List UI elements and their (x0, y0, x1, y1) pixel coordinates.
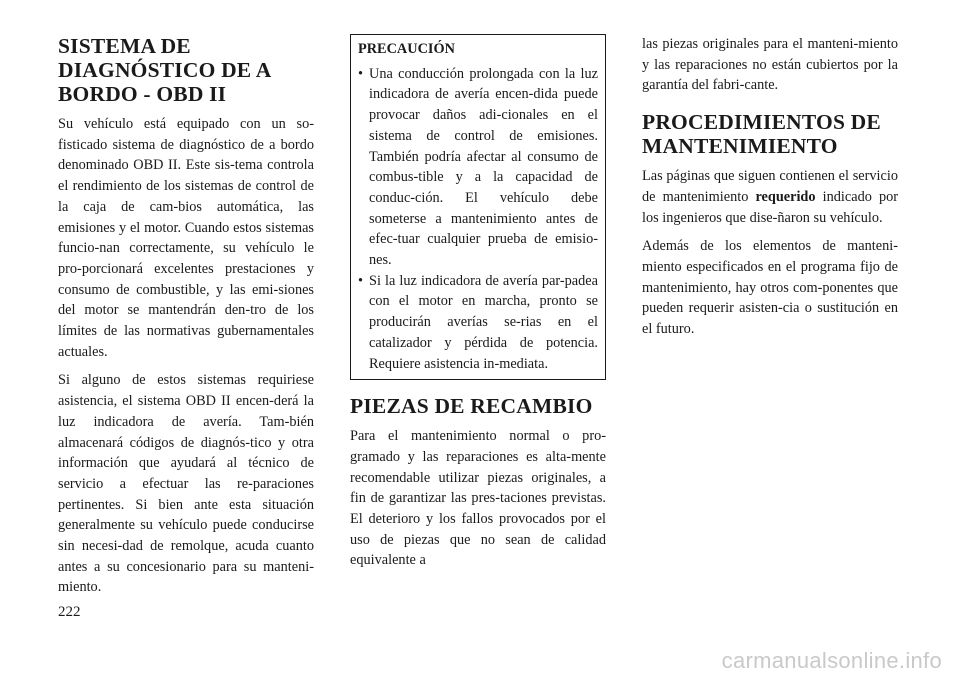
caution-item-text: Si la luz indicadora de avería par-padea con el motor en marcha, pronto se producirán averías se-rias en el catalizador y pérdida de potencia. Requiere asistencia in-mediata. (369, 272, 598, 372)
caution-list (358, 64, 598, 375)
title-line: DIAGNÓSTICO DE A (58, 58, 272, 82)
bullet-icon: • (358, 272, 364, 289)
piezas-paragraph: Para el mantenimiento normal o pro-gramado y las reparaciones es alta-mente recomendable utilizar piezas originales, a fin de garantizar las pres-taciones previstas. El deterioro y los fallos provocados por el uso de piezas que no sean de calidad equivalente a (350, 428, 606, 569)
proc-text: indicado por los ingenieros que dise-ñaron su vehículo. (642, 188, 899, 226)
section-title-piezas: PIEZAS DE RECAMBIO (350, 394, 593, 419)
section-title-obd (58, 34, 314, 106)
caution-item (358, 271, 598, 375)
title-line: MANTENIMIENTO (642, 134, 838, 159)
caution-item (358, 64, 598, 271)
caution-box (350, 34, 606, 380)
caution-item-text: Una conducción prolongada con la luz indicadora de avería encen-dida puede provocar daños adi-cionales en el sistema de control de emisiones. También podría afectar al consumo de combus-tible y a la capacidad de conduc-ción. El vehículo debe someterse a mantenimiento antes de efec-tuar cualquier prueba de emisio-nes. (369, 65, 598, 269)
column-left (58, 34, 314, 598)
title-line: BORDO - OBD II (58, 82, 227, 106)
proc-text: Las páginas que siguen contienen el servicio de mantenimiento (642, 168, 898, 205)
obd-paragraph-2: Si alguno de estos sistemas requiriese asistencia, el sistema OBD II encen-derá la luz indicadora de avería. Tam-bién almacenará códigos de diagnós-tico y otra información que ayudará al técnico de servicio a efectuar las re-paraciones pertinentes. Si bien ante esta situación generalmente su vehículo puede conducirse sin necesi-dad de remolque, acuda cuanto antes a su concesionario para su manteni-miento. (58, 372, 314, 596)
proc-paragraph-1 (642, 166, 898, 228)
column-right (642, 34, 898, 340)
title-line: SISTEMA DE (58, 34, 191, 58)
caution-title: PRECAUCIÓN (358, 41, 455, 57)
proc-paragraph-2: Además de los elementos de manteni-miento especificados en el programa fijo de mantenimiento, hay otros com-ponentes que pueden requerir asisten-cia o sustitución en el futuro. (642, 238, 898, 338)
page-number: 222 (58, 604, 81, 620)
section-title-procedimientos (642, 110, 898, 158)
proc-emphasis: requerido (755, 188, 816, 205)
watermark: carmanualsonline.info (721, 648, 942, 673)
bullet-icon: • (358, 65, 364, 82)
title-line: PROCEDIMIENTOS DE (642, 110, 881, 135)
obd-paragraph-1: Su vehículo está equipado con un so-fisticado sistema de diagnóstico de a bordo denominado OBD II. Este sis-tema controla el rendimiento de los sistemas de control de la caja de cam-bios automática, las emisiones y el motor. Cuando estos sistemas funcio-nan correctamente, su vehículo le pro-porcionará excelentes prestaciones y consumo de combustible, y las emi-siones del motor se mantendrán den-tro de los límites de las normativas gubernamentales actuales. (58, 116, 314, 360)
column-middle (350, 34, 606, 571)
piezas-continuation: las piezas originales para el manteni-miento y las reparaciones no están cubiertos por la garantía del fabri-cante. (642, 36, 898, 94)
